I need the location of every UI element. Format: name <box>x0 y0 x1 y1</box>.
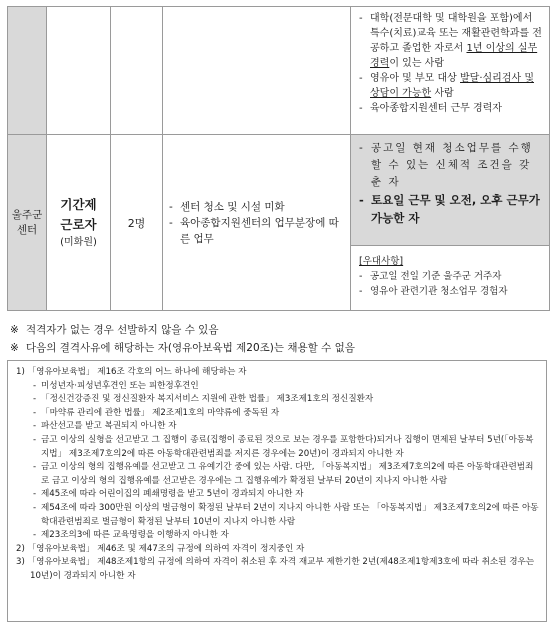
disq-subitem: - 제45조에 따라 어린이집의 폐쇄명령을 받고 5년이 경과되지 아니한 자 <box>33 489 304 500</box>
job-cell-top <box>47 7 111 135</box>
disqualification-box <box>7 360 547 622</box>
disq-item-3: 3) 「영유아보육법」 제48조제1항의 규정에 의하여 자격이 취소된 후 자격 재교부 제한기한 2년(제48조제1항제3호에 따라 취소된 경우는 10년)이 경과되지 아니한 자 <box>16 557 535 581</box>
disq-subitem: - 「정신건강증진 및 정신질환자 복지서비스 지원에 관한 법률」 제3조제1호의 정신질환자 <box>33 394 374 405</box>
disq-subitem: - 제23조의3에 따른 교육명령을 이행하지 아니한 자 <box>33 530 229 541</box>
preference-item: - 영유아 관련기관 청소업무 경험자 <box>359 286 508 297</box>
table-row-top <box>8 7 550 135</box>
requirement-item: - 육아종합지원센터 근무 경력자 <box>359 103 502 114</box>
duty-cell-top <box>163 7 351 135</box>
count-cell-top <box>111 7 163 135</box>
note-item: ※ 적격자가 없는 경우 선발하지 않을 수 있음 <box>10 324 219 336</box>
requirement-item: - 영유아 및 부모 대상 발달·심리검사 및 상담이 가능한 사람 <box>359 73 534 99</box>
disq-subitem: - 제54조에 따라 300만원 이상의 벌금형이 확정된 날부터 2년이 지나지 아니한 사람 또는 「아동복지법」 제3조제7호의2에 따른 아동학대관련범죄로 벌금형이 확정된 날부터 10년이 지나지 아니한 사람 <box>33 502 539 527</box>
job-title-cell <box>47 135 111 311</box>
requirement-item: - 대학(전문대학 및 대학원을 포함)에서 특수(치료)교육 또는 재활관련학과를 전공하고 졸업한 자로서 1년 이상의 실무경력이 있는 사람 <box>359 13 542 69</box>
recruitment-table <box>7 6 550 311</box>
job-title: 기간제 근로자 <box>60 196 97 232</box>
requirements-box <box>351 135 549 245</box>
preference-title: [우대사항] <box>359 256 404 267</box>
duties-cell <box>163 135 351 311</box>
requirement-item-bold: - 토요일 근무 및 오전, 오후 근무가 가능한 자 <box>359 193 540 225</box>
requirements-cell <box>351 135 550 311</box>
hiring-count: 2명 <box>111 135 163 311</box>
table-row-janitor <box>8 135 550 311</box>
disq-item-1: 1) 「영유아보육법」 제16조 각호의 어느 하나에 해당하는 자 <box>16 367 247 377</box>
job-subtitle: (미화원) <box>60 236 97 248</box>
region-cell-top <box>8 7 47 135</box>
disq-subitem: - 금고 이상의 실형을 선고받고 그 집행이 종료(집행이 종료된 것으로 보는 경우를 포함한다)되거나 집행이 면제된 날부터 5년(「아동복지법」 제3조제7호의2에 따른 아동학대관련범죄를 저지른 경우에는 20년)이 경과되지 아니한 자 <box>33 434 534 459</box>
region-cell: 울주군 센터 <box>8 135 47 311</box>
disq-subitem: - 미성년자·피성년후견인 또는 피한정후견인 <box>33 380 199 391</box>
preference-box <box>351 245 549 303</box>
disq-subitem: - 금고 이상의 형의 집행유예를 선고받고 그 유예기간 중에 있는 사람. 다만, 「아동복지법」 제3조제7호의2에 따른 아동학대관련범죄로 금고 이상의 형의 집행유예를 선고받은 경우에는 그 집행유예가 확정된 날부터 20년이 지나지 아니한 사람 <box>33 462 534 486</box>
duty-item: - 육아종합지원센터의 업무분장에 따른 업무 <box>169 216 339 245</box>
disq-subitem: - 「마약류 관리에 관한 법률」 제2조제1호의 마약류에 중독된 자 <box>33 407 280 418</box>
notes <box>10 321 355 357</box>
note-item: ※ 다음의 결격사유에 해당하는 자(영유아보육법 제20조)는 채용할 수 없음 <box>10 342 355 354</box>
requirement-item: - 공고일 현재 청소업무를 수행할 수 있는 신체적 조건을 갖춘 자 <box>359 142 533 188</box>
preference-item: - 공고일 전일 기준 울주군 거주자 <box>359 271 502 282</box>
disq-item-2: 2) 「영유아보육법」 제46조 및 제47조의 규정에 의하여 자격이 정지중인 자 <box>16 543 305 554</box>
duty-item: - 센터 청소 및 시설 미화 <box>169 200 285 213</box>
recruitment-table-section <box>7 6 549 311</box>
requirements-cell-top <box>351 7 550 135</box>
disq-subitem: - 파산선고를 받고 복권되지 아니한 자 <box>33 421 177 432</box>
